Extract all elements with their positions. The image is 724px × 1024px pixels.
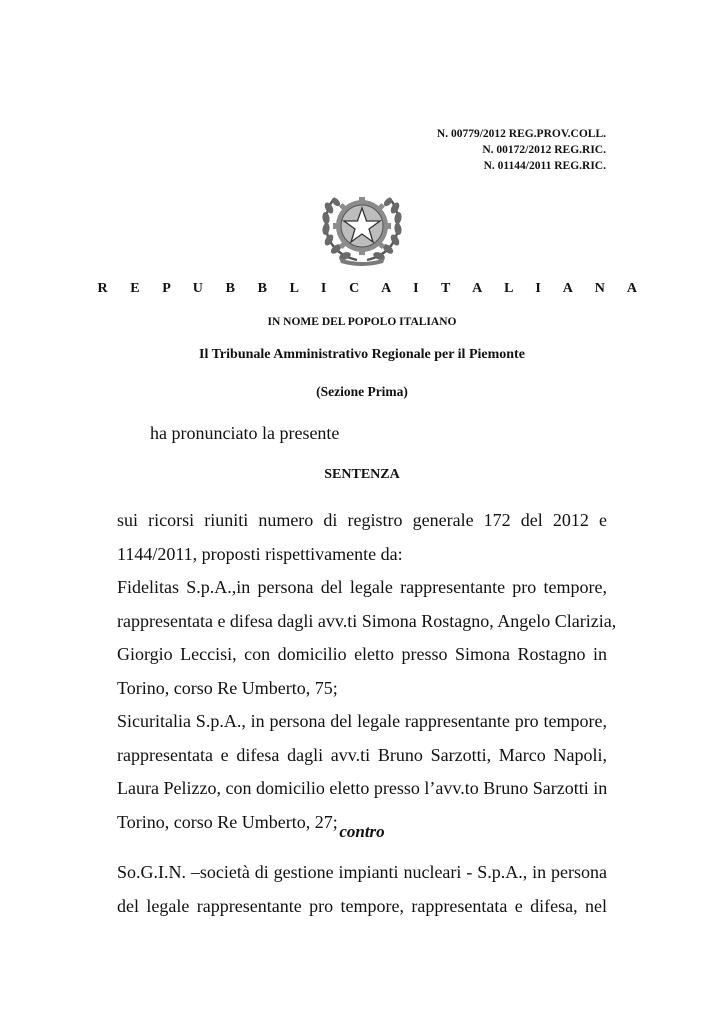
reg-ric-number-2012: N. 00172/2012 REG.RIC.: [482, 144, 606, 156]
text-line: Fidelitas S.p.A.,in persona del legale rappresentante pro tempore,: [117, 577, 607, 597]
registry-numbers: [437, 126, 606, 174]
respondent-paragraph: [117, 856, 607, 923]
republic-heading: R E P U B B L I C A I T A L I A N A: [97, 281, 647, 296]
text-line: rappresentata e difesa dagli avv.ti Simona Rostagno, Angelo Clarizia,: [117, 610, 617, 631]
reg-prov-coll-number: N. 00779/2012 REG.PROV.COLL.: [436, 128, 606, 140]
text-line: Laura Pelizzo, con domicilio eletto presso l’avv.to Bruno Sarzotti in: [117, 778, 608, 798]
sentenza-heading: SENTENZA: [324, 467, 400, 482]
text-line: Sicuritalia S.p.A., in persona del legale rappresentante pro tempore,: [117, 711, 607, 731]
text-line: So.G.I.N. –società di gestione impianti nucleari - S.p.A., in persona: [117, 862, 607, 882]
parties-paragraph: [117, 504, 617, 839]
text-line: del legale rappresentante pro tempore, rappresentata e difesa, nel: [117, 895, 607, 916]
popolo-heading: IN NOME DEL POPOLO ITALIANO: [267, 316, 457, 328]
text-line: Torino, corso Re Umberto, 27;: [117, 811, 338, 832]
text-line: 1144/2011, proposti rispettivamente da:: [117, 543, 403, 564]
italian-republic-emblem-icon: [317, 186, 407, 266]
text-line: rappresentata e difesa dagli avv.ti Bruno Sarzotti, Marco Napoli,: [117, 744, 607, 765]
tribunale-heading: Il Tribunale Amministrativo Regionale per il Piemonte: [199, 347, 525, 362]
contro-heading: contro: [339, 822, 385, 841]
sezione-heading: (Sezione Prima): [316, 384, 408, 399]
text-line: Giorgio Leccisi, con domicilio eletto presso Simona Rostagno in: [117, 644, 607, 664]
reg-ric-number-2011: N. 01144/2011 REG.RIC.: [483, 160, 606, 172]
text-line: Torino, corso Re Umberto, 75;: [117, 677, 338, 698]
intro-text: ha pronunciato la presente: [150, 423, 340, 443]
text-line: sui ricorsi riuniti numero di registro generale 172 del 2012 e: [117, 510, 607, 530]
